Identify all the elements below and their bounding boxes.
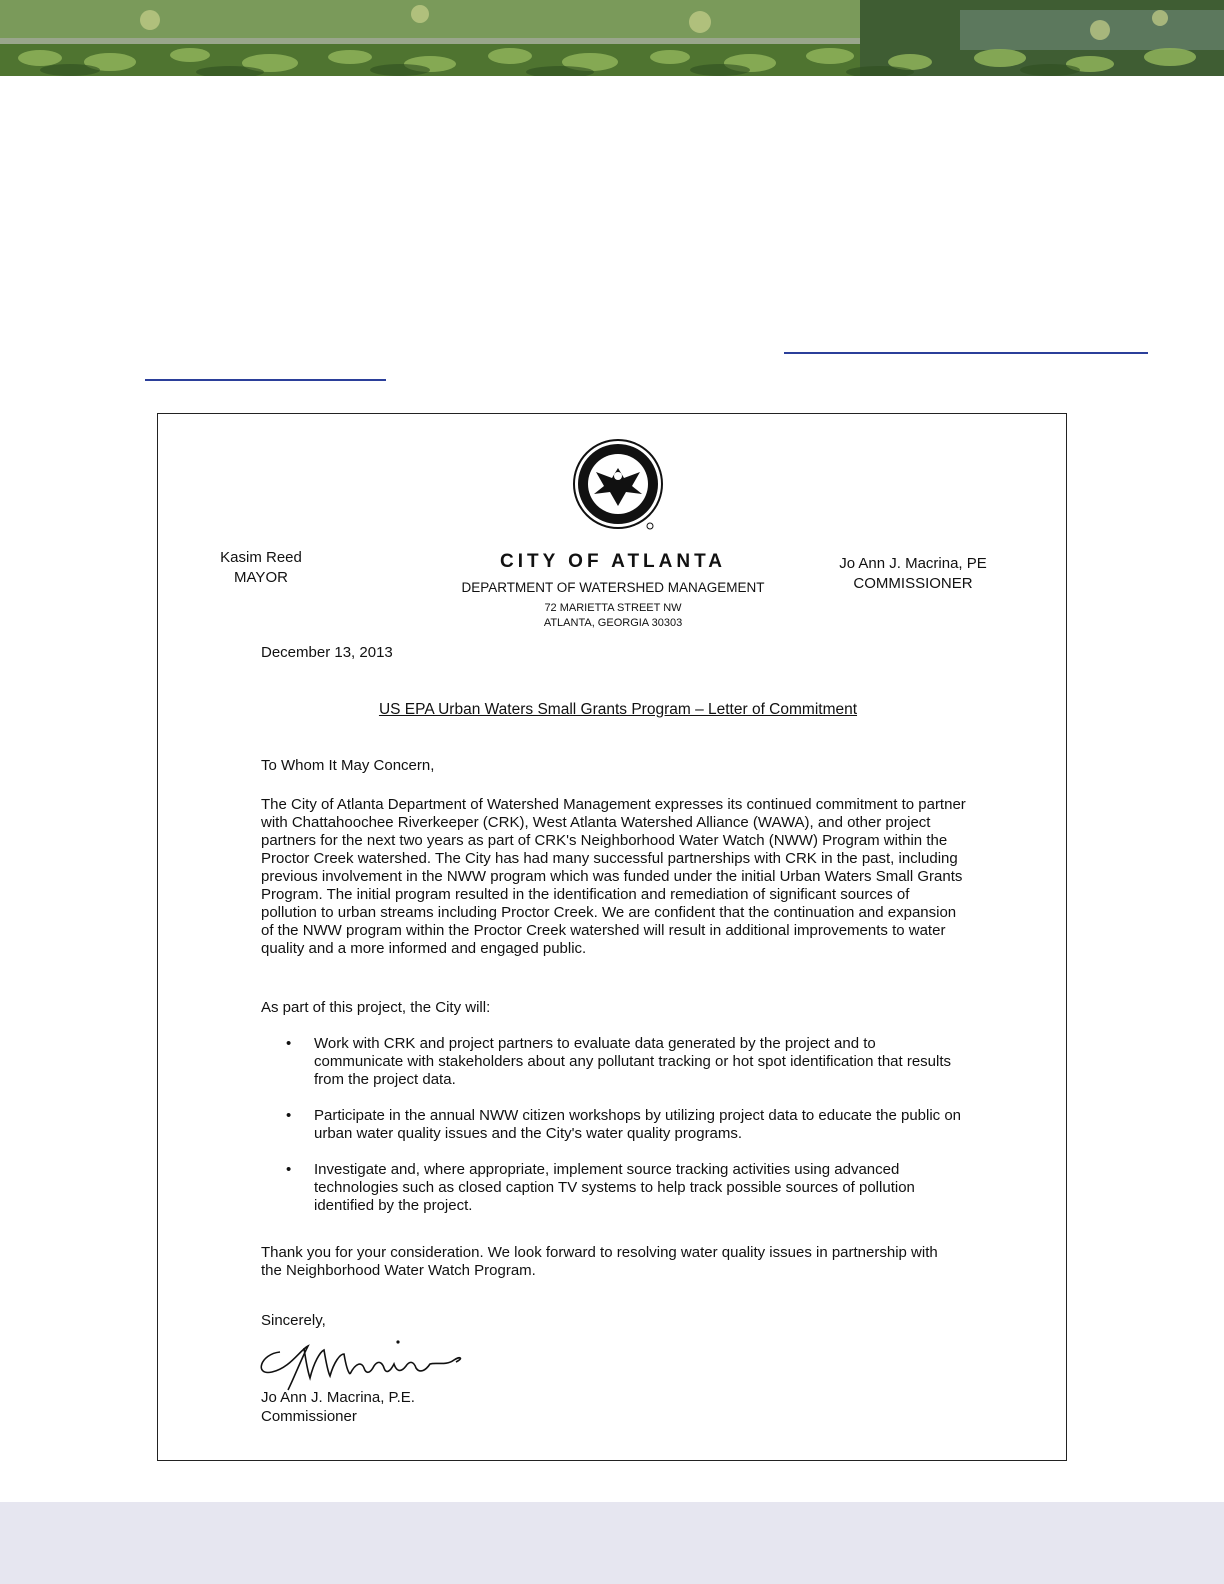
- mayor-block: [206, 548, 316, 588]
- signer-name: Jo Ann J. Macrina, P.E.: [261, 1389, 415, 1406]
- commissioner-block: [818, 554, 1008, 594]
- city-seal-icon: [570, 438, 666, 534]
- letter-date: December 13, 2013: [261, 644, 393, 661]
- city-state-zip: ATLANTA, GEORGIA 30303: [543, 617, 683, 629]
- commissioner-name: Jo Ann J. Macrina, PE: [839, 555, 987, 572]
- body-paragraph-2: As part of this project, the City will:: [261, 999, 491, 1016]
- signer-block: [261, 1388, 961, 1426]
- salutation: To Whom It May Concern,: [261, 757, 435, 774]
- letter-subject: US EPA Urban Waters Small Grants Program – Letter of Commitment: [378, 701, 858, 718]
- list-item: • Participate in the annual NWW citizen workshops by utilizing project data to educate the public on urban water quality issues and the City's water quality programs.: [284, 1107, 964, 1143]
- commissioner-title: COMMISSIONER: [853, 575, 973, 592]
- list-item: • Work with CRK and project partners to evaluate data generated by the project and to communicate with stakeholders about any pollutant tracking or hot spot identification that results from the project data.: [284, 1035, 964, 1089]
- handwritten-signature: [250, 1332, 480, 1392]
- signer-title: Commissioner: [261, 1408, 357, 1425]
- body-paragraph-1: The City of Atlanta Department of Watershed Management expresses its continued commitment to partner with Chattahoochee Riverkeeper (CRK), West Atlanta Watershed Alliance (WAWA), and other project partners for the next two years as part of CRK's Neighborhood Water Watch (NWW) Program within the Proctor Creek watershed. The City has had many successful partnerships with CRK in the past, including previous involvement in the NWW program which was funded under the initial Urban Waters Small Grants Program. The initial program resulted in the identification and remediation of significant sources of pollution to urban streams including Proctor Creek. We are confident that the continuation and expansion of the NWW program within the Proctor Creek watershed will result in additional improvements to water quality and a more informed and engaged public.: [261, 796, 966, 957]
- city-name: CITY OF ATLANTA: [499, 551, 727, 572]
- street-address: 72 MARIETTA STREET NW: [544, 602, 682, 614]
- mayor-name: Kasim Reed: [220, 549, 302, 566]
- commitment-list: [284, 1035, 964, 1233]
- closing-paragraph: Thank you for your consideration. We look forward to resolving water quality issues in partnership with the Neighborhood Water Watch Program.: [261, 1244, 938, 1279]
- list-item: • Investigate and, where appropriate, implement source tracking activities using advanced technologies such as closed caption TV systems to help track possible sources of pollution identified by the project.: [284, 1161, 964, 1215]
- foliage-image: [0, 0, 1224, 76]
- header-photo-banner: [0, 0, 1224, 76]
- sign-off: Sincerely,: [261, 1312, 326, 1329]
- department-name: DEPARTMENT OF WATERSHED MANAGEMENT: [461, 580, 765, 595]
- commitment-letter: [157, 413, 1067, 1461]
- hyperlink-underline-continued[interactable]: [145, 379, 386, 381]
- letterhead-center: [438, 550, 788, 631]
- footer-band: [0, 1502, 1224, 1584]
- hyperlink-underline[interactable]: [784, 352, 1148, 354]
- mayor-title: MAYOR: [234, 569, 288, 586]
